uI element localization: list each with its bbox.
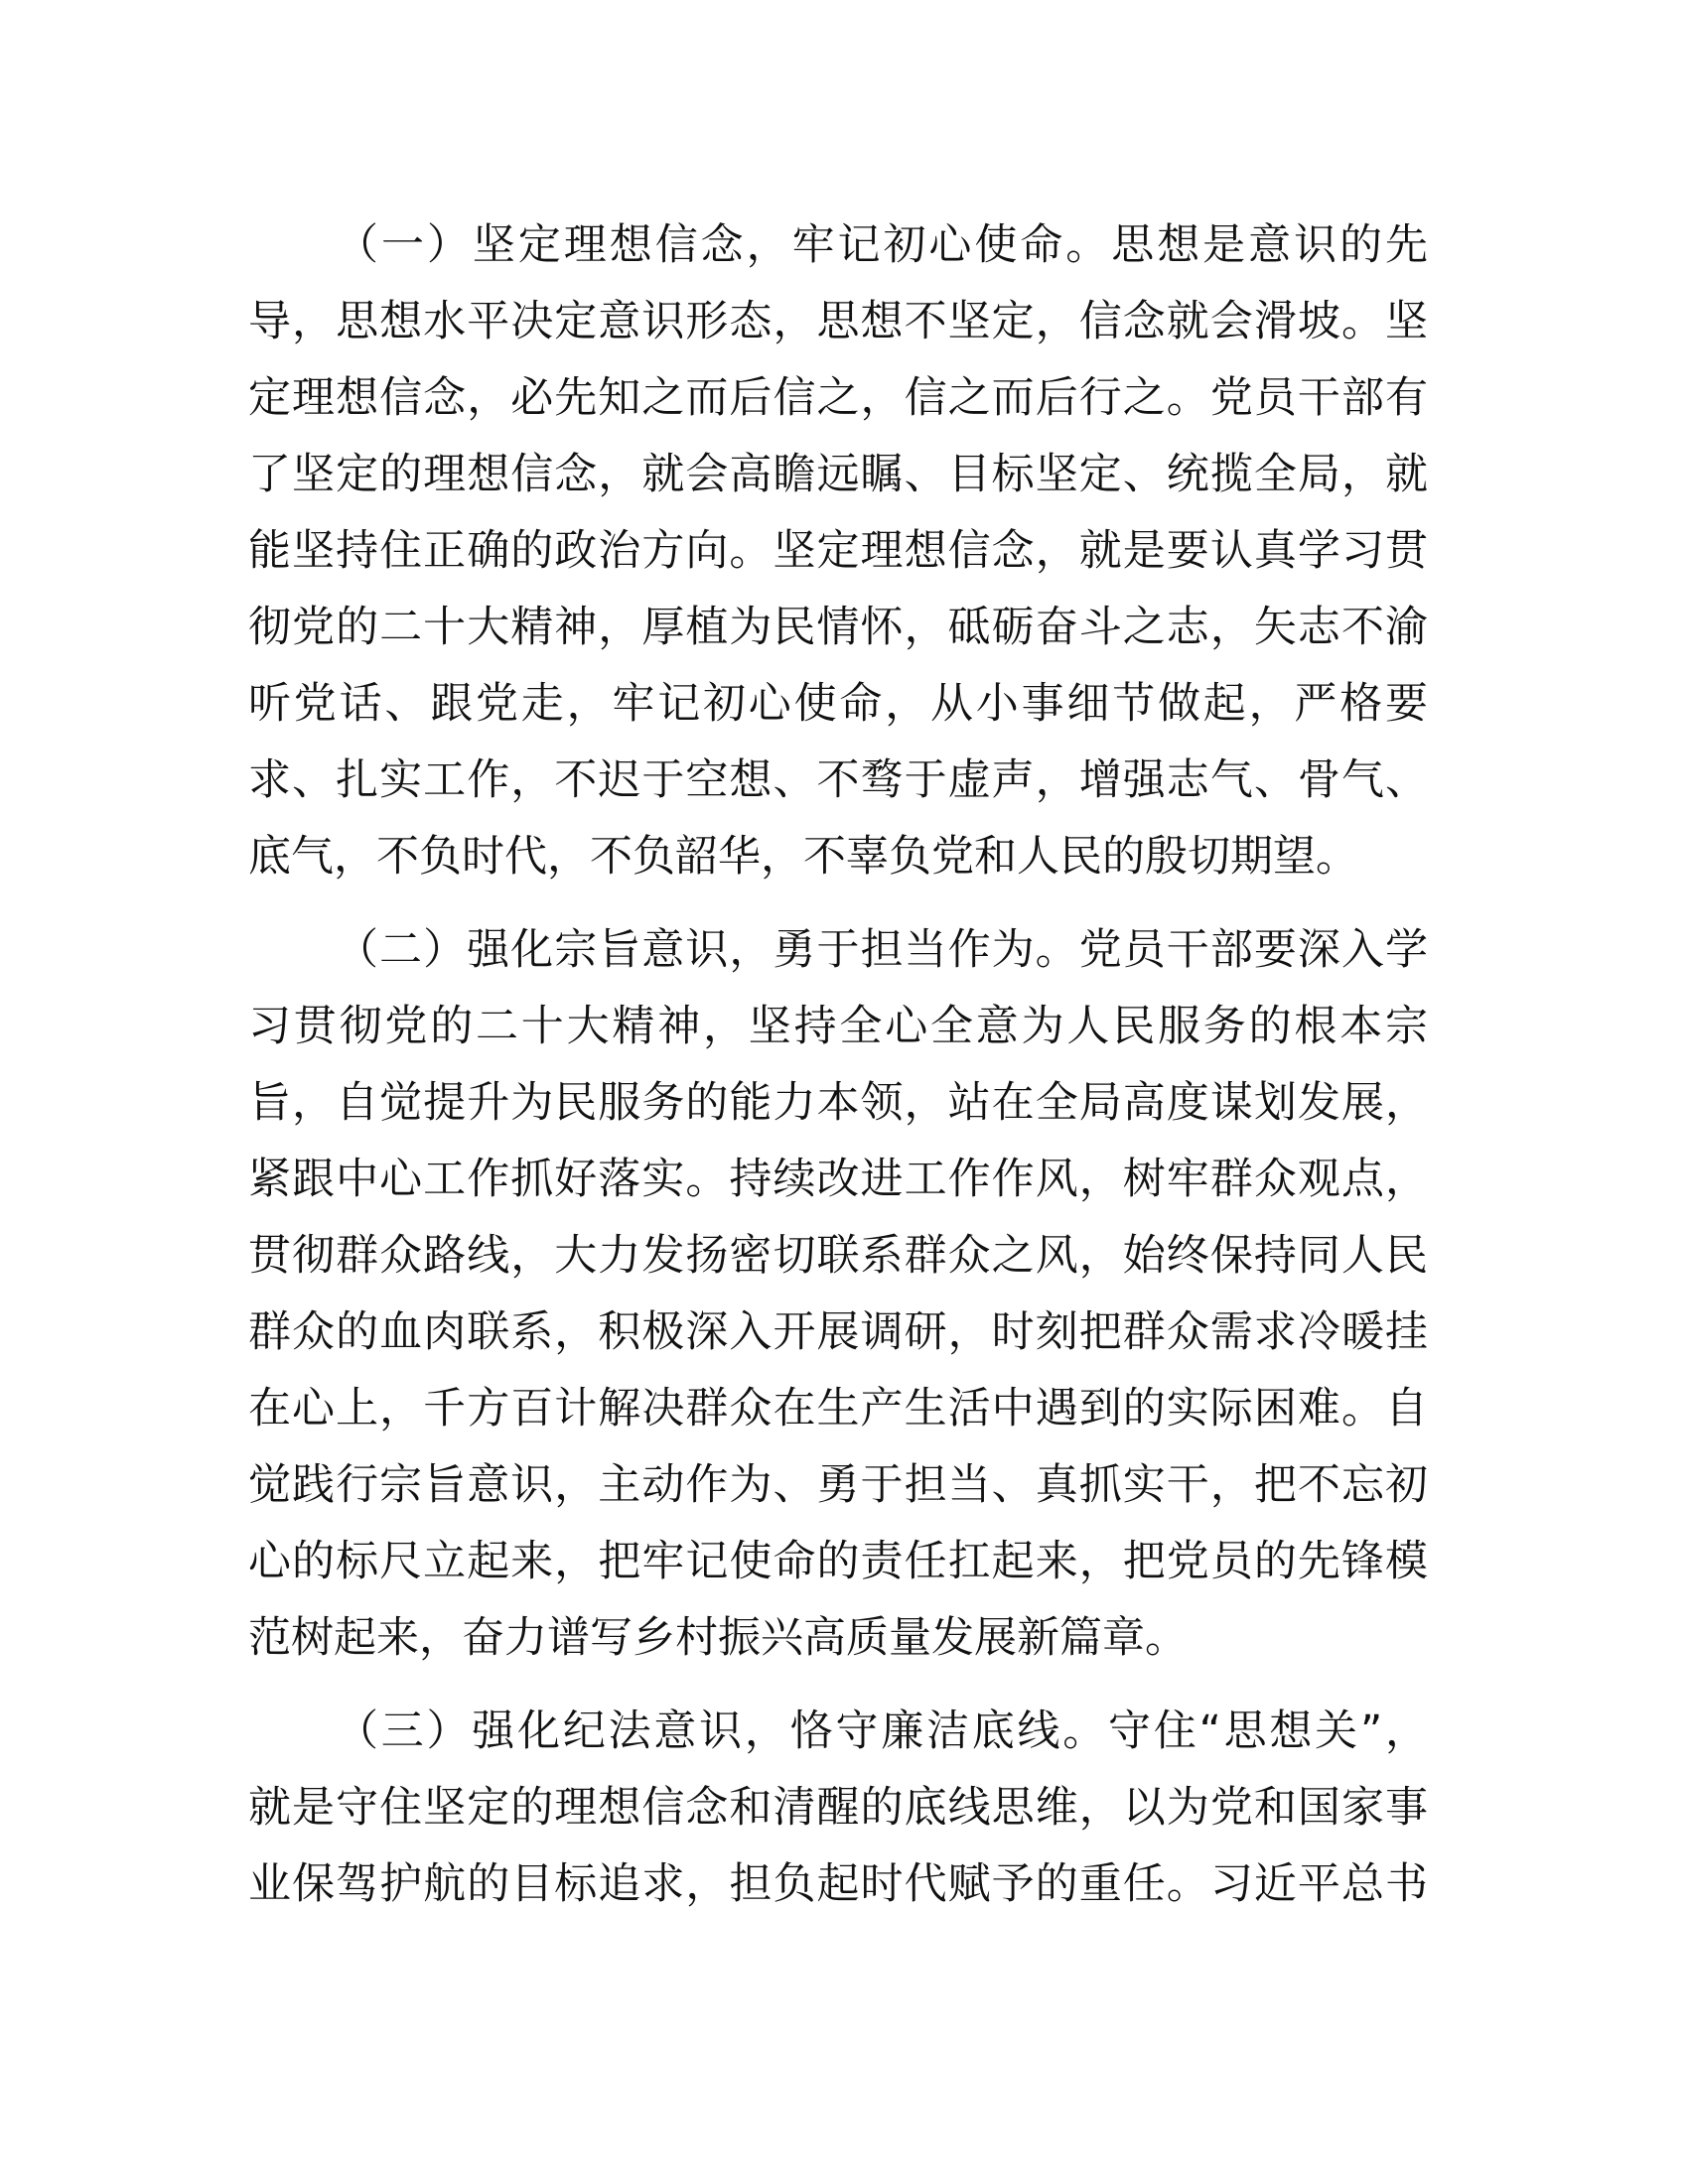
text-line: （一）坚定理想信念，牢记初心使命。思想是意识的先 bbox=[336, 220, 1428, 270]
text-line: 贯彻群众路线，大力发扬密切联系群众之风，始终保持同人民 bbox=[248, 1231, 1428, 1281]
text-line: 求、扎实工作，不迟于空想、不骛于虚声，增强志气、骨气、 bbox=[248, 755, 1428, 805]
text-line: （二）强化宗旨意识，勇于担当作为。党员干部要深入学 bbox=[336, 925, 1428, 975]
text-line: 底气，不负时代，不负韶华，不辜负党和人民的殷切期望。 bbox=[248, 832, 1358, 882]
paragraph bbox=[248, 207, 1428, 895]
document-page bbox=[248, 207, 1428, 1940]
text-line: 定理想信念，必先知之而后信之，信之而后行之。党员干部有 bbox=[248, 373, 1428, 423]
text-line: （三）强化纪法意识，恪守廉洁底线。守住“思想关”， bbox=[336, 1706, 1428, 1756]
paragraph bbox=[248, 912, 1428, 1677]
text-line: 旨，自觉提升为民服务的能力本领，站在全局高度谋划发展， bbox=[248, 1078, 1428, 1128]
text-line: 心的标尺立起来，把牢记使命的责任扛起来，把党员的先锋模 bbox=[248, 1537, 1428, 1586]
text-line: 能坚持住正确的政治方向。坚定理想信念，就是要认真学习贯 bbox=[248, 526, 1428, 576]
text-line: 听党话、跟党走，牢记初心使命，从小事细节做起，严格要 bbox=[248, 679, 1428, 729]
text-line: 范树起来，奋力谱写乡村振兴高质量发展新篇章。 bbox=[248, 1613, 1188, 1663]
text-line: 业保驾护航的目标追求，担负起时代赋予的重任。习近平总书 bbox=[248, 1859, 1428, 1909]
text-line: 习贯彻党的二十大精神，坚持全心全意为人民服务的根本宗 bbox=[248, 1002, 1428, 1051]
text-line: 群众的血肉联系，积极深入开展调研，时刻把群众需求冷暖挂 bbox=[248, 1307, 1428, 1357]
text-line: 觉践行宗旨意识，主动作为、勇于担当、真抓实干，把不忘初 bbox=[248, 1460, 1428, 1510]
text-line: 在心上，千方百计解决群众在生产生活中遇到的实际困难。自 bbox=[248, 1384, 1428, 1433]
paragraph bbox=[248, 1694, 1428, 1923]
text-line: 紧跟中心工作抓好落实。持续改进工作作风，树牢群众观点， bbox=[248, 1155, 1428, 1204]
text-line: 彻党的二十大精神，厚植为民情怀，砥砺奋斗之志，矢志不渝 bbox=[248, 603, 1428, 652]
text-line: 导，思想水平决定意识形态，思想不坚定，信念就会滑坡。坚 bbox=[248, 297, 1428, 346]
text-line: 了坚定的理想信念，就会高瞻远瞩、目标坚定、统揽全局，就 bbox=[248, 450, 1428, 499]
text-line: 就是守住坚定的理想信念和清醒的底线思维，以为党和国家事 bbox=[248, 1783, 1428, 1833]
